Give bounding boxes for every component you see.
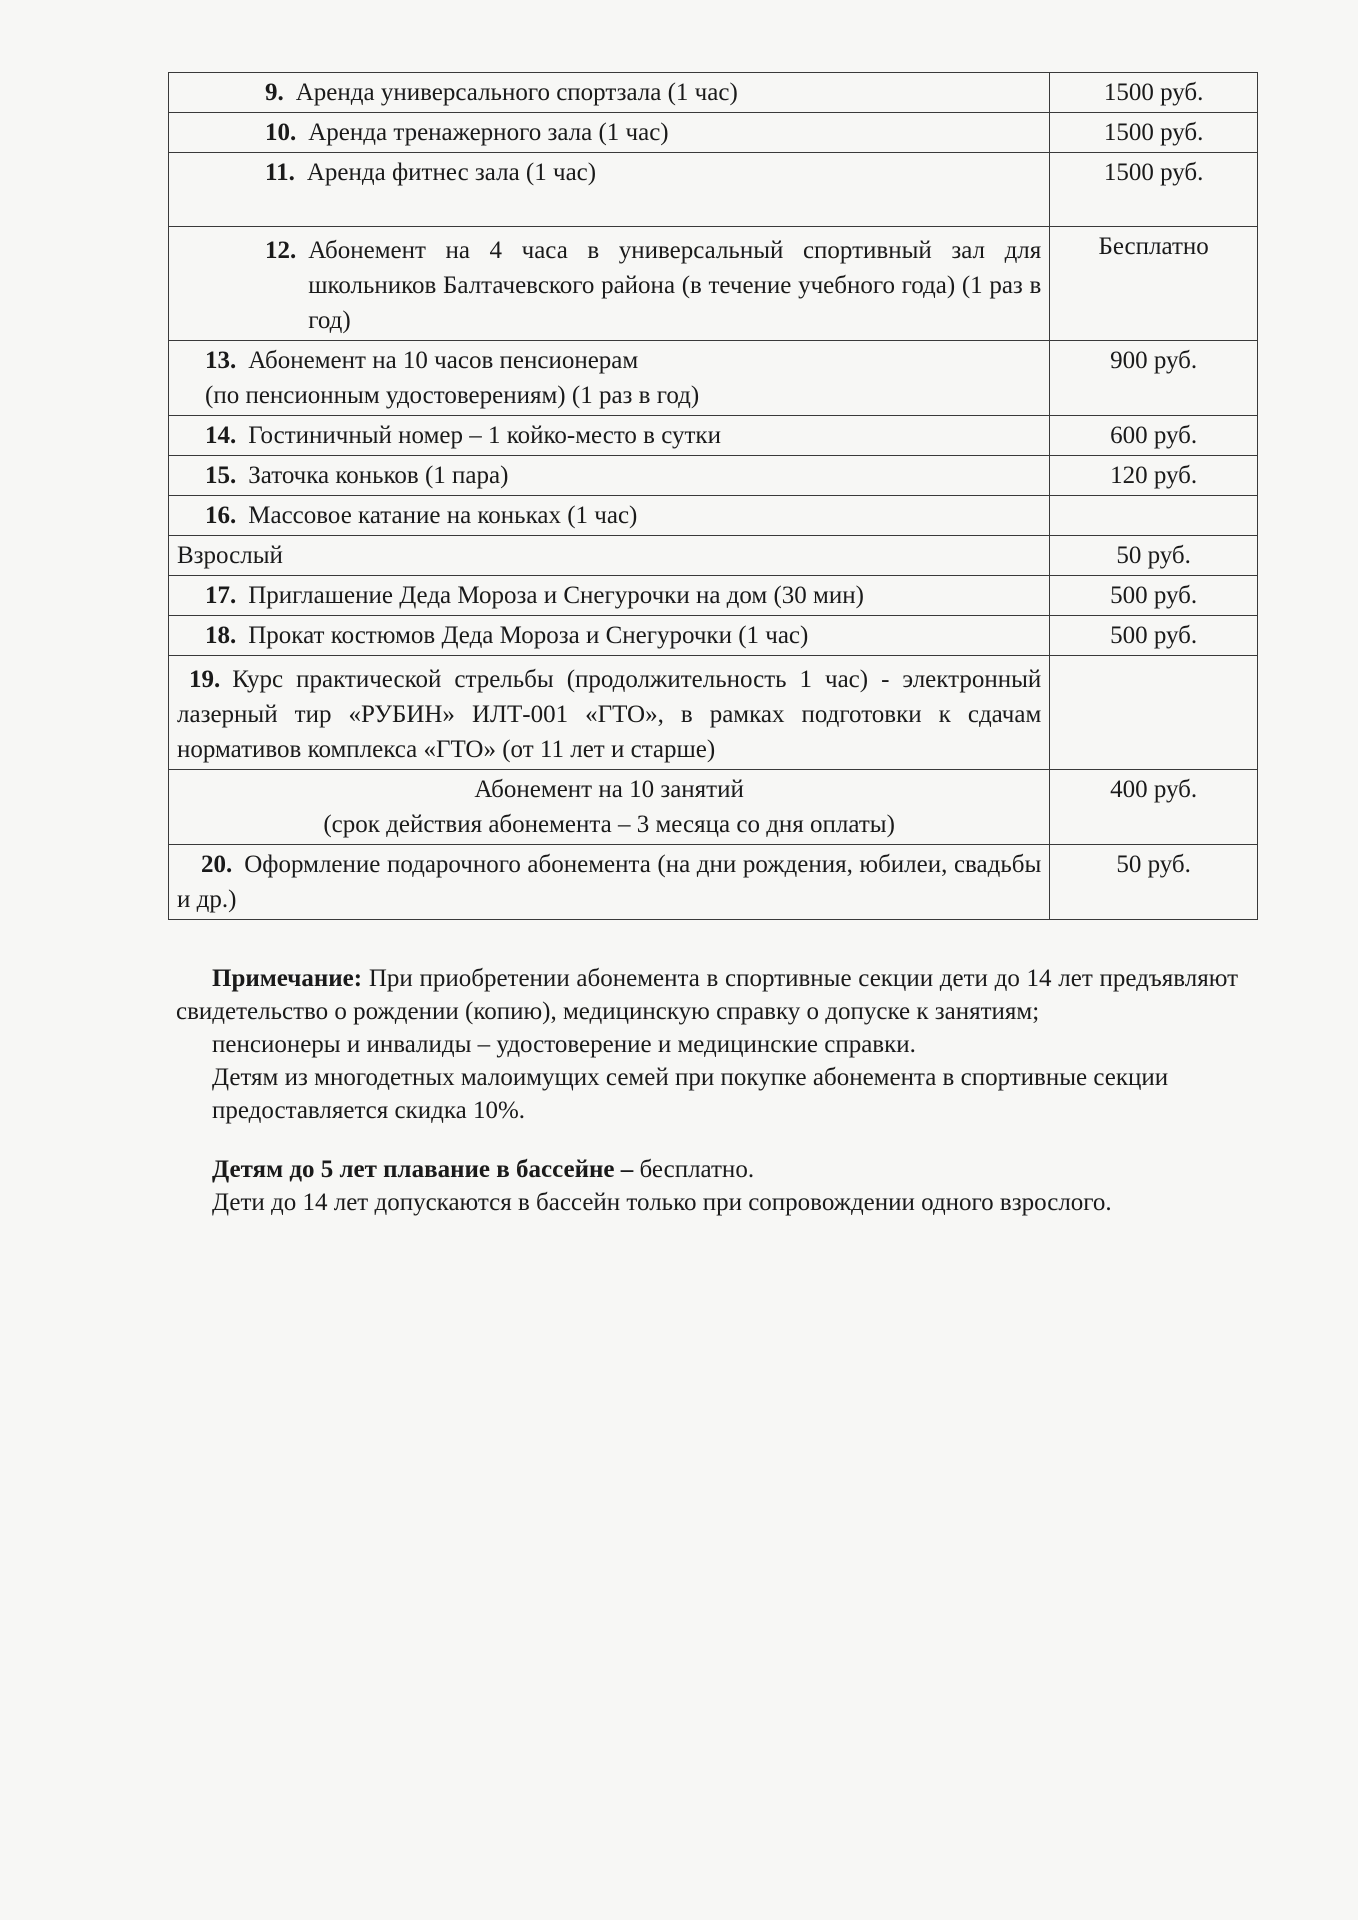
row-number: 10.: [265, 119, 297, 146]
note-text: бесплатно.: [633, 1156, 755, 1183]
row-number: 16.: [205, 502, 237, 529]
table-row: [169, 576, 1258, 616]
note-paragraph: пенсионеры и инвалиды – удостоверение и медицинские справки.: [212, 1031, 916, 1058]
table-row: [169, 113, 1258, 153]
price-cell: 120 руб.: [1050, 456, 1258, 496]
note-paragraph: [176, 962, 1238, 1028]
table-row: [169, 845, 1258, 920]
service-note: (срок действия абонемента – 3 месяца со дня оплаты): [323, 811, 895, 838]
service-cell: [169, 536, 1050, 576]
table-row: [169, 616, 1258, 656]
note-paragraph: [176, 1061, 1238, 1127]
note-paragraph: [176, 1153, 1238, 1186]
service-name: Абонемент на 10 часов пенсионерам: [248, 347, 639, 374]
service-name: Аренда универсального спортзала (1 час): [295, 79, 738, 106]
table-row: [169, 536, 1258, 576]
price-cell: Бесплатно: [1050, 227, 1258, 341]
note-paragraph: Дети до 14 лет допускаются в бассейн только при сопровождении одного взрослого.: [212, 1189, 1112, 1216]
table-row: [169, 227, 1258, 341]
price-cell: 500 руб.: [1050, 576, 1258, 616]
row-number: 15.: [205, 462, 237, 489]
service-cell: [169, 576, 1050, 616]
table-row: [169, 341, 1258, 416]
service-name: Массовое катание на коньках (1 час): [248, 502, 638, 529]
row-number: 20.: [201, 851, 233, 878]
row-number: 18.: [205, 622, 237, 649]
table-row: [169, 496, 1258, 536]
table-row: [169, 770, 1258, 845]
service-cell: [169, 153, 1050, 227]
service-cell: [169, 227, 1050, 341]
service-cell: [169, 341, 1050, 416]
price-cell: 50 руб.: [1050, 845, 1258, 920]
row-number: 14.: [205, 422, 237, 449]
table-row: [169, 153, 1258, 227]
service-cell: [169, 770, 1050, 845]
table-row: [169, 73, 1258, 113]
row-number: 17.: [205, 582, 237, 609]
service-cell: [169, 73, 1050, 113]
price-cell: [1050, 656, 1258, 770]
price-cell: 600 руб.: [1050, 416, 1258, 456]
note-text: При приобретении абонемента в спортивные секции дети до 14 лет предъявляют свидетельство о рождении (копию), медицинскую справку о допуске к занятиям;: [176, 965, 1238, 1025]
service-cell: [169, 616, 1050, 656]
price-cell: 500 руб.: [1050, 616, 1258, 656]
service-name: Курс практической стрельбы (продолжительность 1 час) - электронный лазерный тир «РУБИН» ИЛТ-001 «ГТО», в рамках подготовки к сдачам нормативов комплекса «ГТО» (от 11 лет и старше): [177, 666, 1042, 763]
price-cell: 1500 руб.: [1050, 153, 1258, 227]
service-name: Приглашение Деда Мороза и Снегурочки на дом (30 мин): [248, 582, 864, 609]
price-cell: 1500 руб.: [1050, 113, 1258, 153]
note-text: Детям из многодетных малоимущих семей при покупке абонемента в спортивные секции предоставляется скидка 10%.: [212, 1064, 1169, 1124]
row-number: 19.: [189, 666, 221, 693]
price-table: [168, 72, 1258, 920]
table-row: [169, 416, 1258, 456]
price-cell: 400 руб.: [1050, 770, 1258, 845]
service-name: Гостиничный номер – 1 койко-место в сутки: [248, 422, 721, 449]
service-cell: [169, 416, 1050, 456]
service-note: (по пенсионным удостоверениям) (1 раз в год): [205, 382, 700, 409]
service-name: Абонемент на 4 часа в универсальный спортивный зал для школьников Балтачевского района (в течение учебного года) (1 раз в год): [308, 237, 1042, 334]
service-name: Заточка коньков (1 пара): [248, 462, 509, 489]
table-row: [169, 456, 1258, 496]
service-name: Оформление подарочного абонемента (на дни рождения, юбилеи, свадьбы и др.): [177, 851, 1042, 913]
service-name: Абонемент на 10 занятий: [474, 776, 744, 803]
service-cell: [169, 113, 1050, 153]
price-cell: 50 руб.: [1050, 536, 1258, 576]
notes-section: [176, 962, 1238, 1219]
service-cell: [169, 845, 1050, 920]
service-cell: [169, 456, 1050, 496]
note-label: Примечание:: [212, 965, 363, 992]
price-cell: 900 руб.: [1050, 341, 1258, 416]
table-row: [169, 656, 1258, 770]
service-name: Прокат костюмов Деда Мороза и Снегурочки (1 час): [248, 622, 809, 649]
price-cell: 1500 руб.: [1050, 73, 1258, 113]
service-name: Аренда тренажерного зала (1 час): [308, 119, 669, 146]
service-cell: [169, 656, 1050, 770]
note-bold: Детям до 5 лет плавание в бассейне –: [212, 1156, 634, 1183]
service-name: Взрослый: [177, 542, 283, 569]
service-cell: [169, 496, 1050, 536]
service-name: Аренда фитнес зала (1 час): [306, 159, 597, 186]
row-number: 9.: [265, 79, 284, 106]
price-cell: [1050, 496, 1258, 536]
row-number: 13.: [205, 347, 237, 374]
row-number: 12.: [265, 237, 297, 264]
row-number: 11.: [265, 159, 295, 186]
